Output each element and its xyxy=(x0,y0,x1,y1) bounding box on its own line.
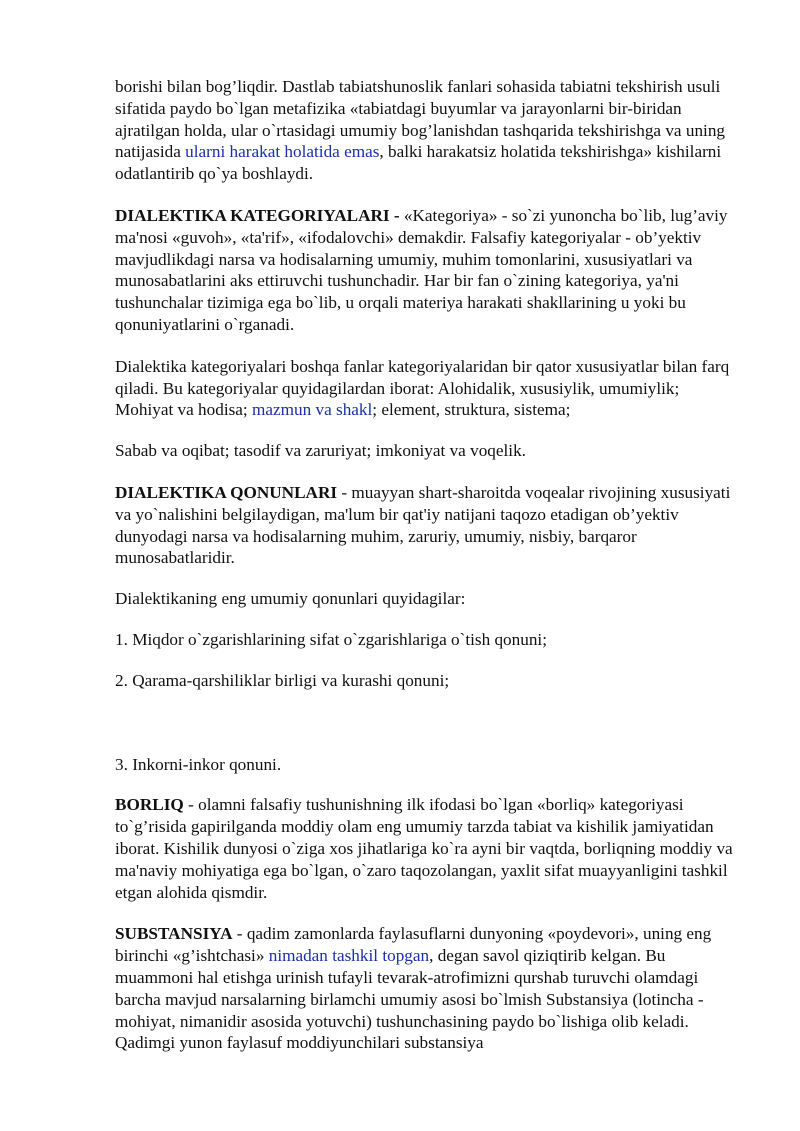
paragraph-text: - olamni falsafiy tushunishning ilk ifodasi bo`lgan «borliq» kategoriyasi to`g’risida gapirilganda moddiy olam eng umumiy tarzda tabiat va kishilik jamiyatidan iborat. Kishilik dunyosi o`ziga xos jihatlariga ko`ra ayni bir vaqtda, borliqning moddiy va ma'naviy mohiyatiga ega bo`lgan, o`zaro taqozolangan, yaxlit sifat muayyanligini tashkil etgan alohida qismdir. xyxy=(115,795,733,902)
term-heading: SUBSTANSIYA xyxy=(115,924,233,944)
paragraph-text: , balki harakatsiz holatida tekshirishga» kishilarni odatlantirib qo`ya boshlaydi. xyxy=(115,142,722,184)
link-mazmun-va-shakl[interactable]: mazmun va shakl xyxy=(252,400,373,420)
paragraph-sabab-oqibat xyxy=(115,440,740,462)
paragraph-metafizika xyxy=(115,76,740,185)
list-item-1 xyxy=(115,629,740,651)
paragraph-text: borishi bilan bog’liqdir. Dastlab tabiatshunoslik fanlari sohasida tabiatni tekshirish usuli sifatida paydo bo`lgan metafizika «tabiatdagi buyumlar va jarayonlarni bir-biridan ajratilgan holda, ular o`rtasidagi umumiy bog’lanishdan tashqarida tekshirishga va uning natijasida xyxy=(115,77,726,162)
term-heading: DIALEKTIKA QONUNLARI xyxy=(115,482,338,502)
list-item-3 xyxy=(115,754,740,776)
link-nimadan-tashkil-topgan[interactable]: nimadan tashkil topgan xyxy=(268,946,430,966)
list-item-text: 2. Qarama-qarshiliklar birligi va kurashi qonuni; xyxy=(115,670,450,690)
paragraph-kategoriyalar-list xyxy=(115,356,740,421)
term-heading: BORLIQ xyxy=(115,795,184,815)
paragraph-qonunlar-intro xyxy=(115,588,740,610)
paragraph-substansiya xyxy=(115,923,740,1054)
paragraph-text: Dialektikaning eng umumiy qonunlari quyidagilar: xyxy=(115,589,466,609)
list-item-text: 3. Inkorni-inkor qonuni. xyxy=(115,754,282,774)
term-heading: DIALEKTIKA KATEGORIYALARI - xyxy=(115,205,400,225)
paragraph-text: Sabab va oqibat; tasodif va zaruriyat; imkoniyat va voqelik. xyxy=(115,441,526,461)
paragraph-text: «Kategoriya» - so`zi yunoncha bo`lib, lug’aviy ma'nosi «guvoh», «ta'rif», «ifodalovchi» demakdir. Falsafiy kategoriyalar - ob’yektiv mavjudlikdagi narsa va hodisalarning umumiy, muhim tomonlarini, xususiyatlari va munosabatlarini aks ettiruvchi tushunchadir. Har bir fan o`zining kategoriya, ya'ni tushunchalar tizimiga ega bo`lib, u orqali materiya harakati shakllarining u yoki bu qonuniyatlarini o`rganadi. xyxy=(115,205,728,334)
list-item-2 xyxy=(115,670,740,692)
paragraph-text: ; element, struktura, sistema; xyxy=(372,400,571,420)
list-item-text: 1. Miqdor o`zgarishlarining sifat o`zgarishlariga o`tish qonuni; xyxy=(115,629,547,649)
paragraph-dialektika-kategoriyalari xyxy=(115,205,740,336)
paragraph-text: Dialektika kategoriyalari boshqa fanlar kategoriyalaridan bir qator xususiyatlar bilan farq qiladi. Bu kategoriyalar quyidagilardan iborat: Alohidalik, xususiylik, umumiylik; Mohiyat va hodisa; xyxy=(115,356,730,420)
paragraph-borliq xyxy=(115,794,740,903)
paragraph-dialektika-qonunlari xyxy=(115,482,740,569)
paragraph-text: - muayyan shart-sharoitda voqealar rivojining xususiyati va yo`nalishini belgilaydigan, ma'lum bir qat'iy natijani taqozo etadigan ob’yektiv dunyodagi narsa va hodisalarning muhim, zaruriy, umumiy, nisbiy, barqaror munosabatlaridir. xyxy=(115,482,731,568)
link-harakat-holatida[interactable]: ularni harakat holatida emas xyxy=(185,142,380,162)
paragraph-text: - qadim zamonlarda faylasuflarni dunyoning «poydevori», uning eng birinchi «g’ishtchasi» xyxy=(115,924,712,966)
paragraph-text: , degan savol qiziqtirib kelgan. Bu muammoni hal etishga urinish tufayli tevarak-atrofimizni qurshab turuvchi olamdagi barcha mavjud narsalarning birlamchi umumiy asosi bo`lmish Substansiya (lotincha - mohiyat, nimanidir asosida yotuvchi) tushunchasining paydo bo`lishiga olib keladi. Qadimgi yunon faylasuf moddiyunchilari substansiya xyxy=(115,946,704,1053)
